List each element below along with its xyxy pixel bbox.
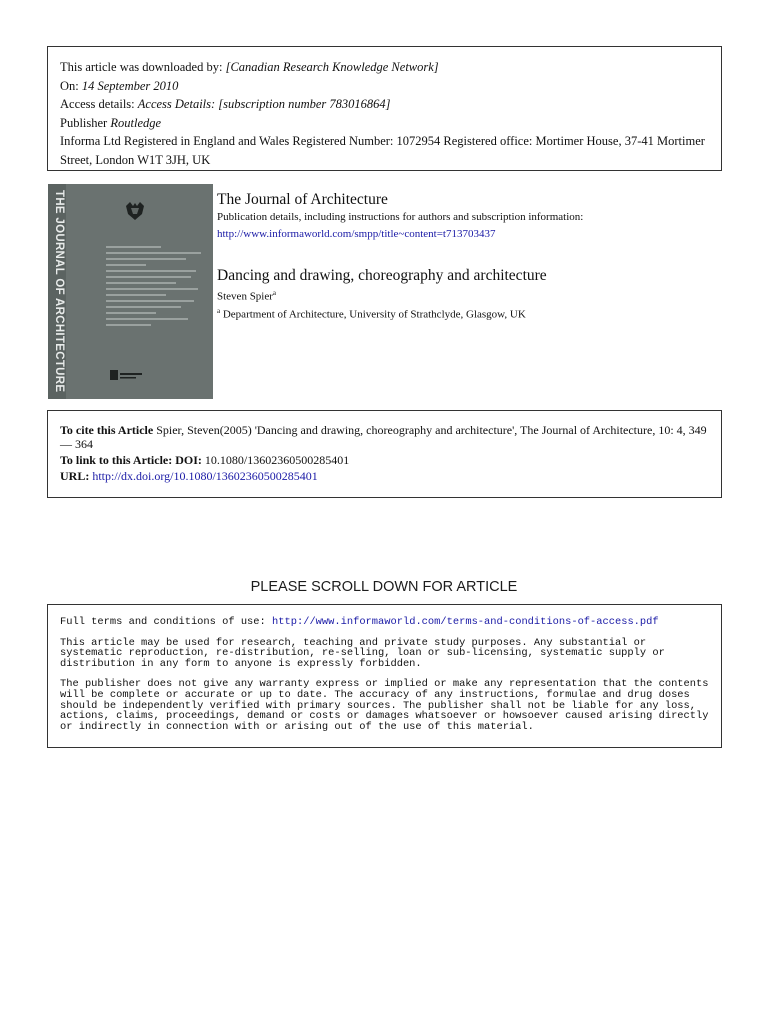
affiliation-text: Department of Architecture, University of Strathclyde, Glasgow, UK	[222, 308, 526, 321]
publication-details-text: Publication details, including instructions for authors and subscription information:	[217, 211, 584, 223]
publisher-line	[60, 114, 709, 133]
cover-contents-list	[106, 246, 206, 330]
registration-text: Informa Ltd Registered in England and Wales Registered Number: 1072954 Registered office: Mortimer House, 37-41 Mortimer Street, London W1T 3JH, UK	[60, 134, 705, 167]
download-info-box	[47, 46, 722, 171]
cover-spine-title: THE JOURNAL OF ARCHITECTURE	[53, 190, 65, 393]
downloaded-by-value: [Canadian Research Knowledge Network]	[225, 60, 439, 74]
downloaded-by-label: This article was downloaded by:	[60, 60, 223, 74]
journal-cover-image	[48, 184, 213, 399]
publisher-value: Routledge	[110, 115, 162, 130]
download-date-value: 14 September 2010	[81, 78, 179, 93]
journal-details	[217, 190, 722, 321]
article-title: Dancing and drawing, choreography and architecture	[217, 267, 547, 284]
article-author	[217, 286, 722, 304]
download-date-label: On:	[60, 78, 79, 93]
author-affiliation-mark: a	[272, 289, 277, 297]
cite-label: To cite this Article	[60, 423, 154, 437]
publisher-label: Publisher	[60, 115, 108, 130]
url-label: URL:	[60, 469, 90, 483]
full-terms-link[interactable]: http://www.informaworld.com/terms-and-conditions-of-access.pdf	[272, 616, 659, 628]
affiliation-mark: a	[217, 306, 221, 315]
doi-url-link[interactable]: http://dx.doi.org/10.1080/13602360500285401	[92, 469, 318, 483]
terms-paragraph-warranty: The publisher does not give any warranty express or implied or make any representation that the contents will be complete or accurate or up to date. The accuracy of any instructions, formulae and drug doses should be independently verified with primary sources. The publisher shall not be liable for any loss, actions, claims, proceedings, demand or costs or damages whatsoever or howsoever caused arising directly or indirectly in connection with or arising out of the use of this material.	[60, 678, 709, 733]
download-date-line	[60, 77, 709, 96]
full-terms-label: Full terms and conditions of use:	[60, 616, 266, 628]
access-details-value: Access Details: [subscription number 783016864]	[137, 97, 391, 111]
citation-box	[47, 410, 722, 498]
cite-article-line	[60, 423, 709, 451]
journal-title: The Journal of Architecture	[217, 191, 388, 208]
author-name: Steven Spier	[217, 290, 273, 303]
terms-paragraph-usage: This article may be used for research, teaching and private study purposes. Any substantial or systematic reproduction, re-distribution, re-selling, loan or sub-licensing, systematic supply or distribution in any form to anyone is expressly forbidden.	[60, 636, 665, 670]
access-details-line	[60, 95, 709, 114]
routledge-logo-icon	[110, 370, 144, 380]
doi-value: 10.1080/13602360500285401	[204, 453, 350, 467]
crest-icon	[123, 200, 147, 222]
link-label: To link to this Article: DOI:	[60, 453, 202, 467]
terms-box	[47, 604, 722, 748]
scroll-down-notice: PLEASE SCROLL DOWN FOR ARTICLE	[250, 579, 518, 595]
publication-details-link[interactable]: http://www.informaworld.com/smpp/title~content=t713703437	[217, 228, 496, 240]
full-terms-line	[60, 617, 709, 628]
cite-text: Spier, Steven(2005) 'Dancing and drawing, choreography and architecture', The Journal of Architecture, 10: 4, 349 — 364	[60, 423, 707, 451]
downloaded-by-line	[60, 58, 709, 77]
access-details-label: Access details:	[60, 97, 135, 111]
author-affiliation	[217, 304, 722, 322]
url-line	[60, 469, 709, 483]
link-article-line	[60, 453, 709, 467]
